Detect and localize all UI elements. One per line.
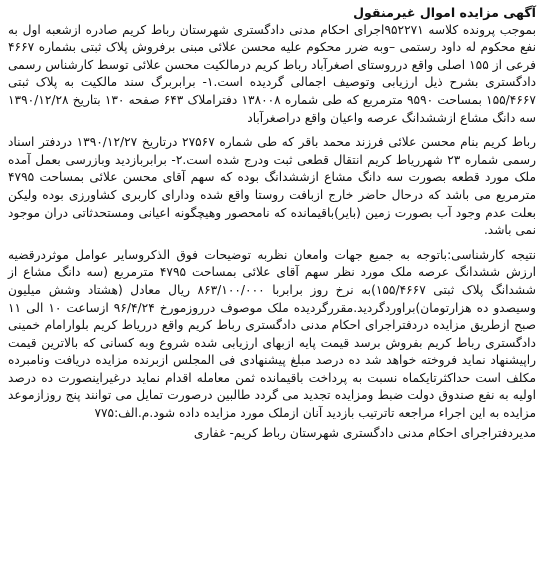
- notice-signature: مدیردفتراجرای احکام مدنی دادگستری شهرستان رباط کریم- غفاری: [193, 425, 536, 440]
- notice-paragraph-1: بموجب پرونده کلاسه ۹۵۲۲۷۱اجرای احکام مدنی دادگستری شهرستان رباط کریم صادره ازشعبه اول به نفع محکوم له داود رستمی –وبه ضرر محکوم علیه محسن علائی مبنی برفروش پلاک ثبتی بشماره ۴۶۶۷ فرعی از ۱۵۵ اصلی واقع درروستای اصغرآباد رباط کریم درمالکیت محسن علائی توسط کارشناس رسمی دادگستری بشرح ذیل ارزیابی وتوصیف اجمالی گردیده است.۱- برابربرگ سند مالکیت به پلاک ثبتی ۱۵۵/۴۶۶۷ بمساحت ۹۵۹۰ مترمربع که طی شماره ۱۳۸۰۰۸ دفتراملاک ۶۴۳ صفحه ۱۳۰ بتاریخ ۱۳۹۰/۱۲/۲۸ سه دانگ مشاع ازششدانگ عرصه واعیان واقع دراصغرآباد: [8, 22, 537, 125]
- auction-notice: [8, 4, 536, 442]
- notice-title: آگهی مزایده اموال غیرمنقول: [353, 5, 536, 20]
- notice-paragraph-2: رباط کریم بنام محسن علائی فرزند محمد باقر که طی شماره ۲۷۵۶۷ درتاریخ ۱۳۹۰/۱۲/۲۷ دردفتر اسناد رسمی شماره ۲۳ شهرریاط کریم انتقال قطعی ثبت ودرج شده است.۲- برابربازدید وبازرسی بعمل آمده ملک مورد قطعه بصورت سه دانگ مشاع ازششدانگ بوده که سهم آقای محسن علائی بمساحت ۴۷۹۵ مترمربع می باشد که درحال حاضر خارج ازبافت روستا واقع شده ودارای کاربری کشاورزی بوده ولیکن بعلت عدم وجود آب بصورت زمین (بایر)باقیمانده که نامحصور وهیچگونه اعیانی ومستحدثاتی دران موجود نمی باشد.: [8, 135, 537, 238]
- notice-paragraph-3: نتیجه کارشناسی:باتوجه به جمیع جهات وامعان نظربه توضیحات فوق الذکروسایر عوامل موثردرقضیه ارزش ششدانگ عرصه ملک مورد نظر سهم آقای علائی بمساحت ۴۷۹۵ مترمربع (سه دانگ مشاع از ششدانگ پلاک ثبتی ۱۵۵/۴۶۶۷)به نرخ روز برابربا ۸۶۳/۱۰۰/۰۰۰ ریال معادل (هشتاد وشش میلیون وسیصدو ده هزارتومان)براوردگردید.مقررگردیده ملک موصوف درروزمورخ ۹۶/۴/۲۴ ازساعت ۱۰ الی ۱۱ صبح ازطریق مزایده دردفتراجرای احکام مدنی دادگستری رباط کریم واقع درریاط کریم بلوارامام خمینی دادگستری رباط کریم بفروش برسد قیمت پایه ازبهای ارزیابی شده شروع وبه کسانی که بالاترین قیمت راپیشنهاد نماید فروخته خواهد شد ده درصد مبلغ پیشنهادی فی المجلس ازبرنده مزایده دریافت ونامبرده مکلف است حداکثرتایکماه نسبت به پرداخت باقیمانده ثمن معامله اقدام نماید درغیراینصورت ده درصد اولیه به نفع صندوق دولت ضبط ومزایده تجدید می گردد طالبین درصورت تمایل می توانند پنج روزازموعد مزایده به این اجراء مراجعه تاترتیب بازدید آنان ازملک مورد مزایده داده شود.م.الف:۷۷۵: [8, 247, 536, 421]
